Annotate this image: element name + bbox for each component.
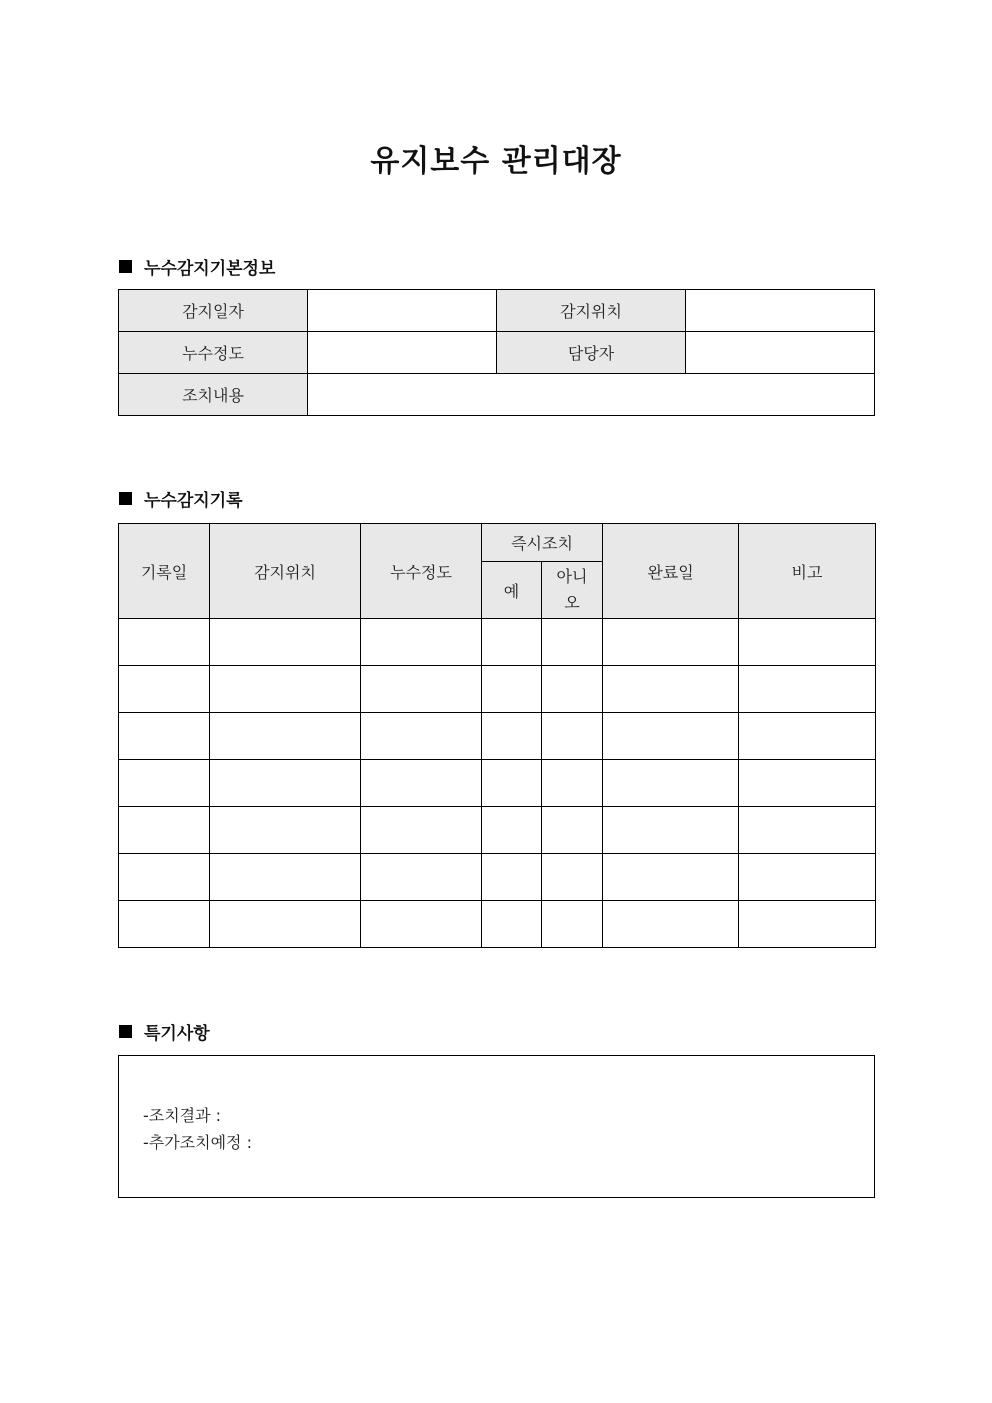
cell-remarks[interactable] xyxy=(739,807,876,854)
info-row-action xyxy=(119,374,875,416)
square-bullet-icon xyxy=(119,1025,132,1038)
field-detection-date[interactable] xyxy=(308,290,497,332)
cell-yes[interactable] xyxy=(482,666,542,713)
header-remarks: 비고 xyxy=(739,524,876,619)
section-heading-text: 특기사항 xyxy=(144,1024,210,1044)
cell-completion-date[interactable] xyxy=(603,666,739,713)
cell-completion-date[interactable] xyxy=(603,619,739,666)
basic-info-table xyxy=(118,289,875,416)
cell-remarks[interactable] xyxy=(739,619,876,666)
field-manager[interactable] xyxy=(686,332,875,374)
cell-remarks[interactable] xyxy=(739,666,876,713)
header-severity: 누수정도 xyxy=(361,524,482,619)
table-row xyxy=(119,760,876,807)
cell-location[interactable] xyxy=(210,854,361,901)
cell-completion-date[interactable] xyxy=(603,760,739,807)
cell-no[interactable] xyxy=(542,901,603,948)
cell-record-date[interactable] xyxy=(119,901,210,948)
section-heading-text: 누수감지기록 xyxy=(144,491,243,511)
header-location: 감지위치 xyxy=(210,524,361,619)
document-title: 유지보수 관리대장 xyxy=(370,144,622,179)
cell-location[interactable] xyxy=(210,807,361,854)
table-row xyxy=(119,666,876,713)
cell-record-date[interactable] xyxy=(119,666,210,713)
header-yes: 예 xyxy=(482,562,542,619)
cell-location[interactable] xyxy=(210,901,361,948)
cell-severity[interactable] xyxy=(361,666,482,713)
square-bullet-icon xyxy=(119,260,132,273)
section-heading-basic-info xyxy=(119,254,275,279)
cell-remarks[interactable] xyxy=(739,760,876,807)
label-detection-date: 감지일자 xyxy=(119,290,308,332)
cell-no[interactable] xyxy=(542,666,603,713)
cell-record-date[interactable] xyxy=(119,713,210,760)
note-additional-action: -추가조치예정 : xyxy=(143,1133,252,1152)
leak-record-table xyxy=(118,523,876,948)
field-action-content[interactable] xyxy=(308,374,875,416)
cell-severity[interactable] xyxy=(361,854,482,901)
label-leak-severity: 누수정도 xyxy=(119,332,308,374)
header-immediate-action: 즉시조치 xyxy=(482,524,603,562)
cell-yes[interactable] xyxy=(482,901,542,948)
header-row-1 xyxy=(119,524,876,562)
section-heading-records xyxy=(119,486,243,511)
header-completion-date: 완료일 xyxy=(603,524,739,619)
note-action-result: -조치결과 : xyxy=(143,1106,222,1125)
cell-no[interactable] xyxy=(542,807,603,854)
header-no-line1: 아니 xyxy=(556,567,588,586)
label-action-content: 조치내용 xyxy=(119,374,308,416)
info-row-severity-manager xyxy=(119,332,875,374)
cell-remarks[interactable] xyxy=(739,901,876,948)
cell-severity[interactable] xyxy=(361,713,482,760)
cell-no[interactable] xyxy=(542,713,603,760)
field-leak-severity[interactable] xyxy=(308,332,497,374)
cell-record-date[interactable] xyxy=(119,807,210,854)
cell-completion-date[interactable] xyxy=(603,713,739,760)
cell-severity[interactable] xyxy=(361,760,482,807)
label-detection-location: 감지위치 xyxy=(497,290,686,332)
table-row xyxy=(119,713,876,760)
cell-yes[interactable] xyxy=(482,713,542,760)
cell-yes[interactable] xyxy=(482,760,542,807)
cell-record-date[interactable] xyxy=(119,760,210,807)
cell-severity[interactable] xyxy=(361,619,482,666)
cell-severity[interactable] xyxy=(361,807,482,854)
section-heading-text: 누수감지기본정보 xyxy=(144,259,276,279)
cell-no[interactable] xyxy=(542,854,603,901)
cell-severity[interactable] xyxy=(361,901,482,948)
cell-no[interactable] xyxy=(542,619,603,666)
header-no-line2: 오 xyxy=(564,593,580,612)
cell-location[interactable] xyxy=(210,666,361,713)
cell-completion-date[interactable] xyxy=(603,807,739,854)
cell-location[interactable] xyxy=(210,713,361,760)
cell-yes[interactable] xyxy=(482,807,542,854)
header-no xyxy=(542,562,603,619)
cell-no[interactable] xyxy=(542,760,603,807)
section-heading-notes xyxy=(119,1019,210,1044)
info-row-date-location xyxy=(119,290,875,332)
field-detection-location[interactable] xyxy=(686,290,875,332)
cell-completion-date[interactable] xyxy=(603,901,739,948)
notes-box[interactable] xyxy=(118,1055,875,1198)
table-row xyxy=(119,854,876,901)
cell-record-date[interactable] xyxy=(119,619,210,666)
label-manager: 담당자 xyxy=(497,332,686,374)
table-row xyxy=(119,901,876,948)
cell-location[interactable] xyxy=(210,619,361,666)
cell-location[interactable] xyxy=(210,760,361,807)
cell-remarks[interactable] xyxy=(739,854,876,901)
cell-yes[interactable] xyxy=(482,619,542,666)
cell-record-date[interactable] xyxy=(119,854,210,901)
header-record-date: 기록일 xyxy=(119,524,210,619)
square-bullet-icon xyxy=(119,492,132,505)
cell-remarks[interactable] xyxy=(739,713,876,760)
cell-yes[interactable] xyxy=(482,854,542,901)
table-row xyxy=(119,619,876,666)
table-row xyxy=(119,807,876,854)
cell-completion-date[interactable] xyxy=(603,854,739,901)
